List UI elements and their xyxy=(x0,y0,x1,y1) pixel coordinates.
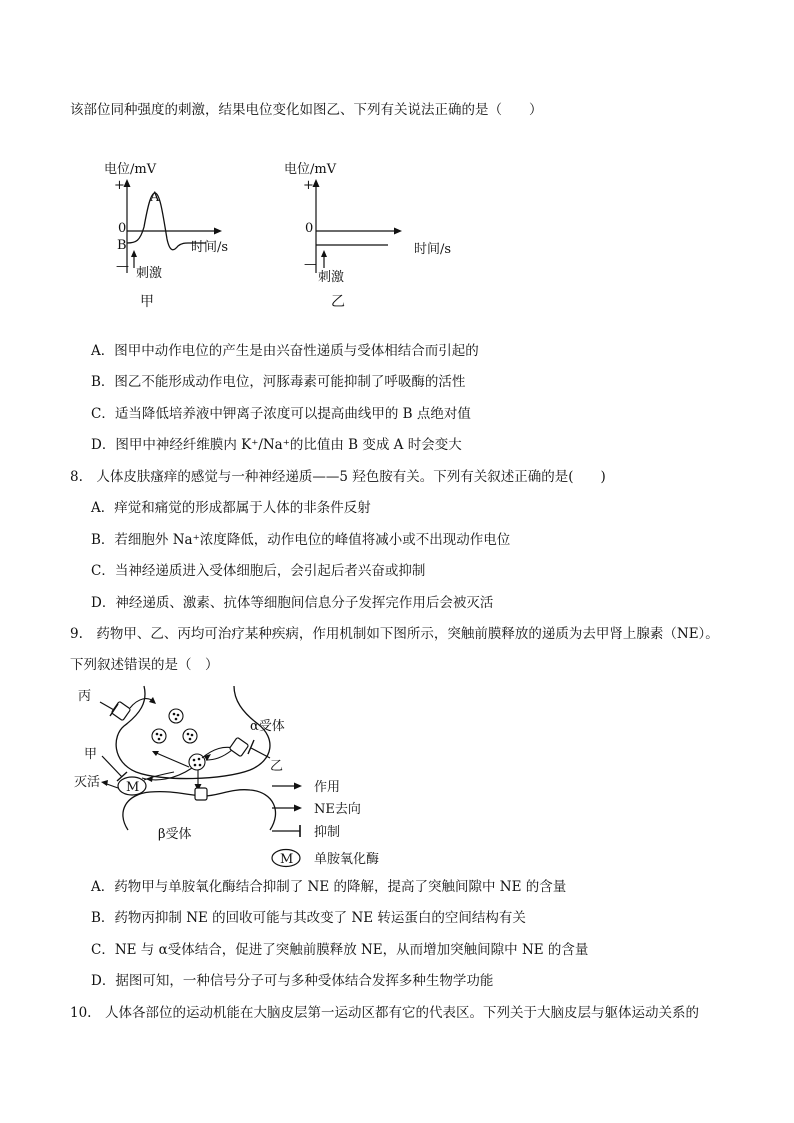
q7-option-d: D．图甲中神经纤维膜内 K⁺/Na⁺的比值由 B 变成 A 时会变大 xyxy=(91,437,462,453)
label-bing: 丙 xyxy=(78,689,92,704)
label-yi: 乙 xyxy=(270,759,284,774)
q7-option-a: A．图甲中动作电位的产生是由兴奋性递质与受体相结合而引起的 xyxy=(91,343,479,359)
graph-yi-minus: — xyxy=(304,257,317,272)
graph-yi-caption: 乙 xyxy=(331,294,345,310)
q9-stem-line2: 下列叙述错误的是（ ） xyxy=(70,657,219,673)
graph-yi-zero: 0 xyxy=(305,221,314,236)
q8-option-d: D．神经递质、激素、抗体等细胞间信息分子发挥完作用后会被灭活 xyxy=(91,595,494,611)
svg-text:M: M xyxy=(280,852,294,867)
q9-stem-line1: 9. 药物甲、乙、丙均可治疗某种疾病，作用机制如下图所示，突触前膜释放的递质为去甲肾上腺素（NE）。 xyxy=(70,626,719,642)
q9-option-d: D．据图可知，一种信号分子可与多种受体结合发挥多种生物学功能 xyxy=(91,973,494,989)
q10-stem: 10. 人体各部位的运动机能在大脑皮层第一运动区都有它的代表区。下列关于大脑皮层与躯体运动关系的 xyxy=(70,1005,699,1021)
q8-option-c: C．当神经递质进入受体细胞后，会引起后者兴奋或抑制 xyxy=(91,563,426,579)
graph-yi xyxy=(280,155,455,315)
graph-jia-point-b: B xyxy=(117,238,127,253)
q9-option-c: C．NE 与 α受体结合，促进了突触前膜释放 NE，从而增加突触间隙中 NE 的含量 xyxy=(91,942,589,958)
q8-option-a: A．痒觉和痛觉的形成都属于人体的非条件反射 xyxy=(91,500,371,516)
legend-enzyme: 单胺氧化酶 xyxy=(314,852,380,867)
graph-jia-zero: 0 xyxy=(118,221,127,236)
q9-option-a: A．药物甲与单胺氧化酶结合抑制了 NE 的降解，提高了突触间隙中 NE 的含量 xyxy=(91,879,567,895)
legend-action: 作用 xyxy=(314,780,341,795)
graph-jia-plus: + xyxy=(114,178,125,193)
q7-option-b: B．图乙不能形成动作电位，河豚毒素可能抑制了呼吸酶的活性 xyxy=(91,374,466,390)
drug-jia-inhibit xyxy=(102,756,122,777)
q7-stem: 该部位同种强度的刺激，结果电位变化如图乙、下列有关说法正确的是（ ） xyxy=(70,102,543,118)
graph-jia xyxy=(100,155,230,315)
alpha-receptor xyxy=(229,737,248,756)
vesicle xyxy=(169,709,183,723)
q8-option-b: B．若细胞外 Na⁺浓度降低，动作电位的峰值将减小或不出现动作电位 xyxy=(91,532,511,548)
vesicle xyxy=(152,729,166,743)
label-alpha-receptor: α受体 xyxy=(250,719,285,734)
graph-jia-ylabel: 电位/mV xyxy=(104,162,157,177)
synapse-diagram xyxy=(74,680,404,870)
graph-jia-x-arrow xyxy=(214,228,222,235)
legend-ne-direction: NE去向 xyxy=(314,802,361,817)
ne-transporter xyxy=(111,701,130,720)
graph-jia-caption: 甲 xyxy=(140,294,154,310)
label-miehuo: 灭活 xyxy=(74,775,101,790)
drug-yi-inhibit xyxy=(251,748,270,758)
graph-jia-point-a: A xyxy=(150,190,160,205)
legend-inhibit: 抑制 xyxy=(314,825,341,840)
vesicle xyxy=(183,729,197,743)
graph-jia-xlabel: 时间/s xyxy=(190,240,228,255)
label-beta-receptor: β受体 xyxy=(158,827,192,842)
q9-option-b: B．药物丙抑制 NE 的回收可能与其改变了 NE 转运蛋白的空间结构有关 xyxy=(91,910,526,926)
drug-bing-inhibit xyxy=(100,702,114,710)
q7-option-c: C．适当降低培养液中钾离子浓度可以提高曲线甲的 B 点绝对值 xyxy=(91,406,471,422)
vesicle-releasing xyxy=(189,754,205,770)
graph-yi-ylabel: 电位/mV xyxy=(284,162,337,177)
beta-receptor xyxy=(195,788,207,800)
graph-yi-x-arrow xyxy=(394,228,402,235)
label-jia: 甲 xyxy=(84,747,98,762)
graph-jia-minus: — xyxy=(116,259,129,274)
graph-yi-plus: + xyxy=(303,178,314,193)
graph-jia-stimulus: 刺激 xyxy=(136,266,163,281)
graph-yi-stimulus: 刺激 xyxy=(318,270,345,285)
graph-yi-xlabel: 时间/s xyxy=(413,242,451,257)
mao-enzyme-symbol: M xyxy=(126,780,140,795)
q8-stem: 8. 人体皮肤瘙痒的感觉与一种神经递质——5 羟色胺有关。下列有关叙述正确的是( ) xyxy=(70,469,606,485)
